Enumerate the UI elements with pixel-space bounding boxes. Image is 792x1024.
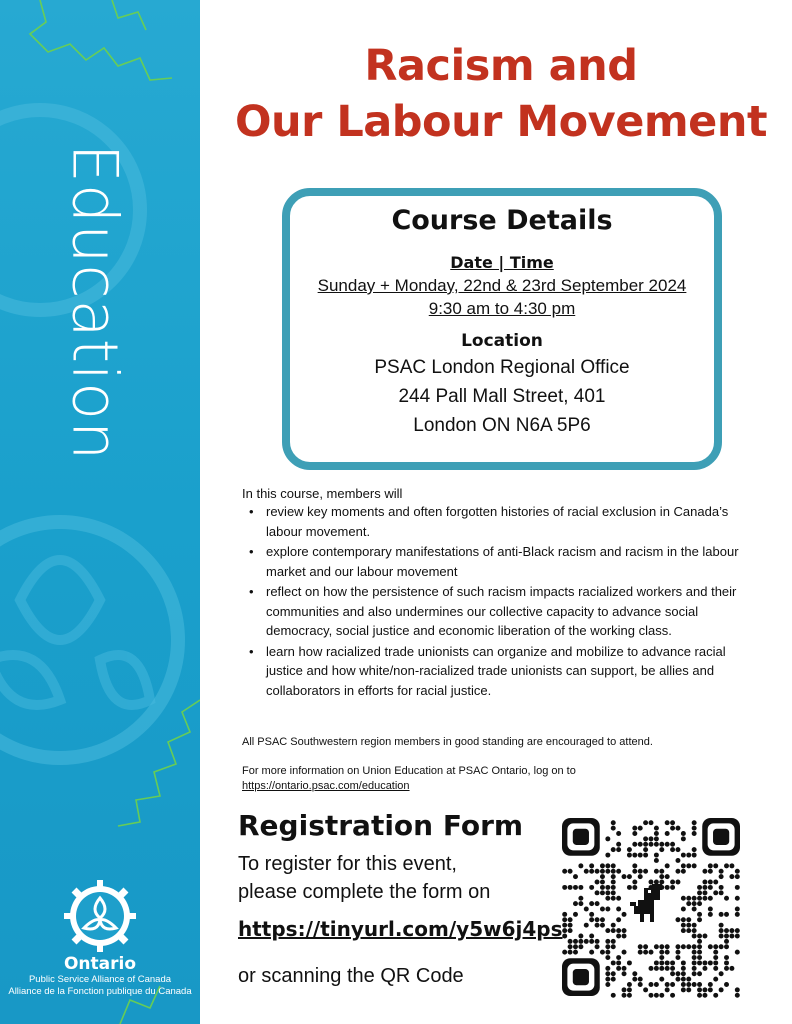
registration-line-2: please complete the form on (238, 881, 491, 903)
education-link[interactable]: https://ontario.psac.com/education (242, 780, 410, 792)
registration-line-3: or scanning the QR Code (238, 965, 464, 987)
qr-code-icon[interactable] (562, 818, 740, 1000)
location-label: Location (461, 331, 543, 351)
list-item: • review key moments and often forgotten histories of racial exclusion in Canada’s labour movement. (246, 502, 766, 541)
course-details-box (282, 188, 722, 470)
psac-ontario-logo: Ontario Public Service Alliance of Canada Alliance de la Fonction publique du Canada (0, 880, 200, 998)
course-bullet-list (246, 502, 766, 701)
more-info-text: For more information on Union Education at PSAC Ontario, log on to (242, 765, 576, 777)
location-line: London ON N6A 5P6 (413, 415, 591, 436)
eligibility-note: All PSAC Southwestern region members in good standing are encouraged to attend. (242, 736, 653, 748)
registration-line-1: To register for this event, (238, 853, 457, 875)
registration-title: Registration Form (238, 809, 524, 842)
date-line: Sunday + Monday, 22nd & 23rd September 2024 (317, 276, 687, 295)
course-details-heading: Course Details (391, 205, 613, 236)
location-line: PSAC London Regional Office (374, 357, 630, 378)
list-item: • explore contemporary manifestations of anti-Black racism and racism in the labour market and our labour movement (246, 542, 766, 581)
page-title (210, 38, 792, 150)
trillium-gear-icon (64, 880, 136, 952)
sidebar (0, 0, 200, 1024)
course-intro: In this course, members will (242, 486, 403, 501)
location-line: 244 Pall Mall Street, 401 (398, 386, 606, 407)
title-line-1: Racism and (364, 41, 638, 91)
registration-link[interactable]: https://tinyurl.com/y5w6j4ps (238, 917, 563, 941)
title-line-2: Our Labour Movement (234, 97, 768, 147)
more-info (242, 764, 782, 794)
list-item: • reflect on how the persistence of such racism impacts racialized workers and their communities and also undermines our collective capacity to advance social democracy, social justice and economic liberation of the working class. (246, 582, 766, 641)
sidebar-vertical-title: Education (58, 143, 132, 461)
time-line: 9:30 am to 4:30 pm (428, 299, 576, 318)
list-item: • learn how racialized trade unionists can organize and mobilize to advance racial justice and how white/non-racialized trade unionists can support, be allies and collaborators in efforts for racial justice. (246, 642, 766, 701)
date-time-label: Date | Time (450, 253, 554, 272)
